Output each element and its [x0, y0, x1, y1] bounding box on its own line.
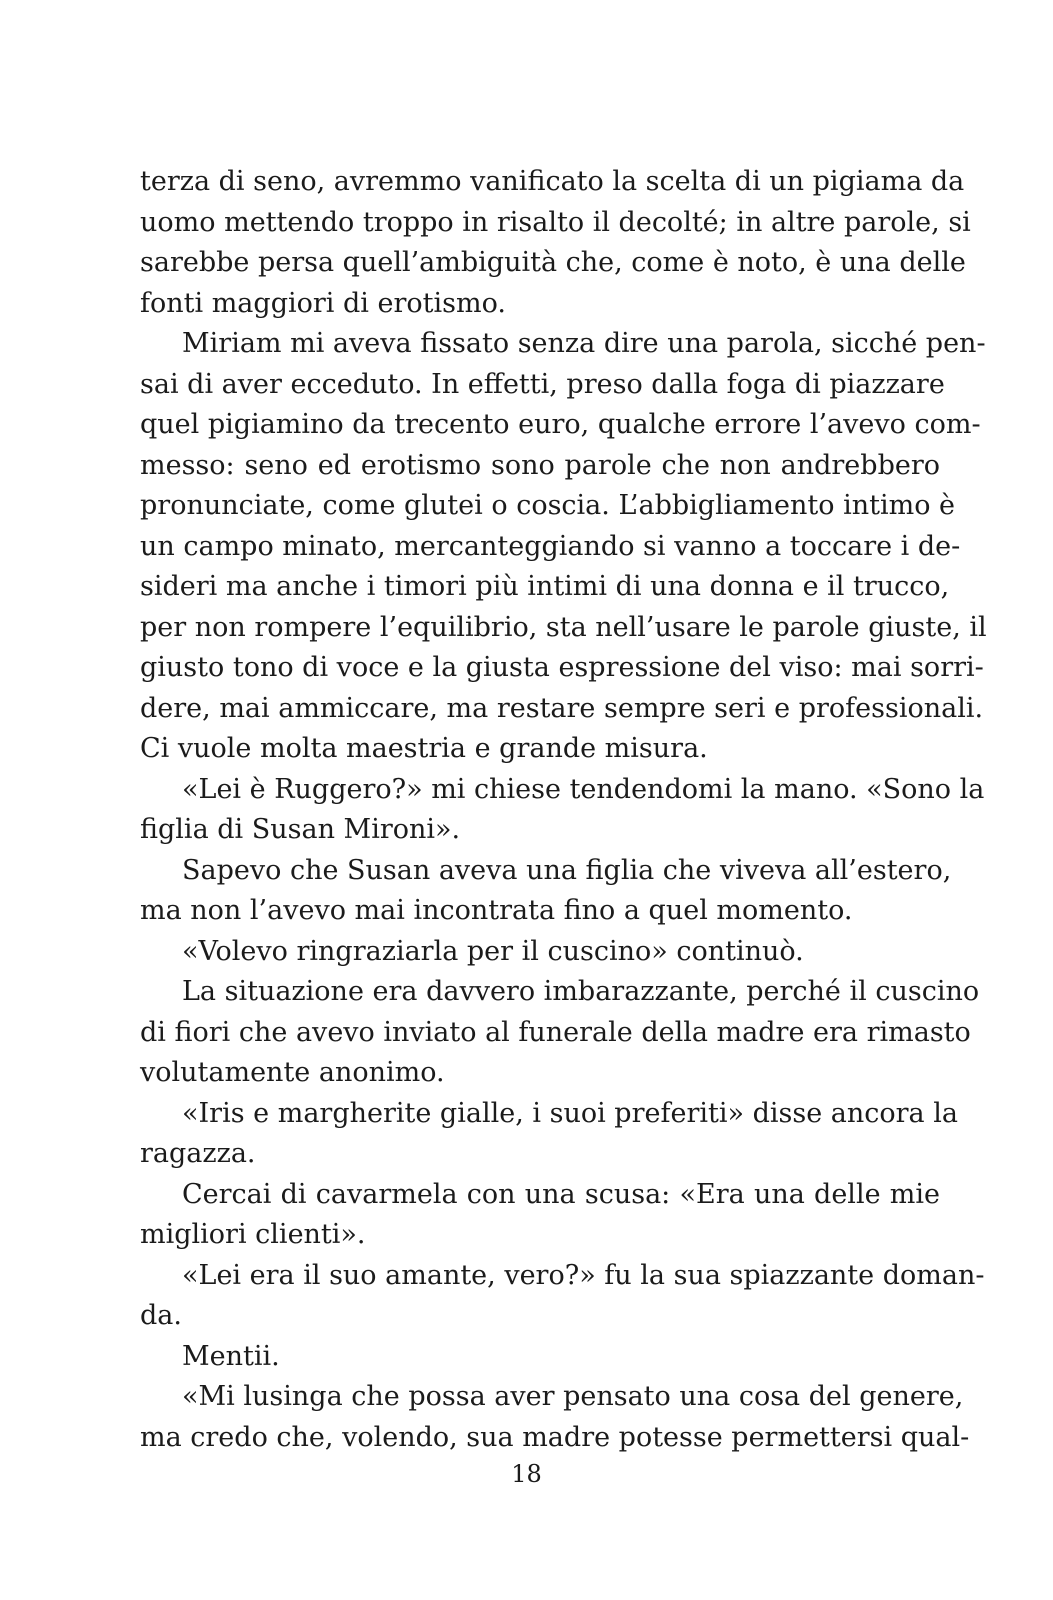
text-line: «Iris e margherite gialle, i suoi preferiti» disse ancora la: [182, 1097, 958, 1129]
text-line: «Mi lusinga che possa aver pensato una cosa del genere,: [182, 1381, 964, 1412]
body-text: [140, 162, 987, 1458]
text-line: fonti maggiori di erotismo.: [140, 287, 506, 319]
text-line: figlia di Susan Mironi».: [140, 814, 461, 845]
text-line: di fiori che avevo inviato al funerale della madre era rimasto: [140, 1016, 971, 1048]
text-line: messo: seno ed erotismo sono parole che non andrebbero: [140, 449, 940, 481]
text-line: ma credo che, volendo, sua madre potesse permettersi qual-: [140, 1421, 970, 1453]
text-line: volutamente anonimo.: [140, 1057, 445, 1088]
text-line: dere, mai ammiccare, ma restare sempre seri e professionali.: [140, 692, 984, 724]
text-line: pronunciate, come glutei o coscia. L’abbigliamento intimo è: [140, 490, 956, 521]
text-line: «Lei è Ruggero?» mi chiese tendendomi la mano. «Sono la: [182, 773, 985, 805]
text-line: «Volevo ringraziarla per il cuscino» continuò.: [182, 935, 804, 967]
text-line: migliori clienti».: [140, 1219, 366, 1250]
text-line: Sapevo che Susan aveva una figlia che viveva all’estero,: [182, 854, 952, 886]
text-line: Mentii.: [182, 1340, 280, 1372]
text-line: un campo minato, mercanteggiando si vanno a toccare i de-: [140, 530, 961, 562]
text-line: per non rompere l’equilibrio, sta nell’usare le parole giuste, il: [140, 611, 987, 643]
text-line: uomo mettendo troppo in risalto il decolté; in altre parole, si: [140, 206, 971, 238]
text-line: ragazza.: [140, 1138, 256, 1169]
text-line: ma non l’avevo mai incontrata fino a quel momento.: [140, 895, 853, 926]
text-line: sai di aver ecceduto. In effetti, preso dalla foga di piazzare: [140, 368, 945, 400]
text-line: terza di seno, avremmo vanificato la scelta di un pigiama da: [140, 166, 965, 197]
text-line: «Lei era il suo amante, vero?» fu la sua spiazzante doman-: [182, 1259, 985, 1291]
text-line: da.: [140, 1300, 182, 1331]
text-line: giusto tono di voce e la giusta espressione del viso: mai sorri-: [140, 652, 984, 683]
text-line: Ci vuole molta maestria e grande misura.: [140, 733, 708, 764]
text-line: Cercai di cavarmela con una scusa: «Era una delle mie: [182, 1178, 940, 1210]
text-line: sideri ma anche i timori più intimi di una donna e il trucco,: [140, 571, 950, 602]
text-line: quel pigiamino da trecento euro, qualche errore l’avevo com-: [140, 409, 981, 440]
text-line: La situazione era davvero imbarazzante, perché il cuscino: [182, 976, 980, 1007]
text-line: sarebbe persa quell’ambiguità che, come è noto, è una delle: [140, 247, 966, 278]
page-number: 18: [511, 1460, 542, 1488]
text-line: Miriam mi aveva fissato senza dire una parola, sicché pen-: [182, 328, 986, 359]
